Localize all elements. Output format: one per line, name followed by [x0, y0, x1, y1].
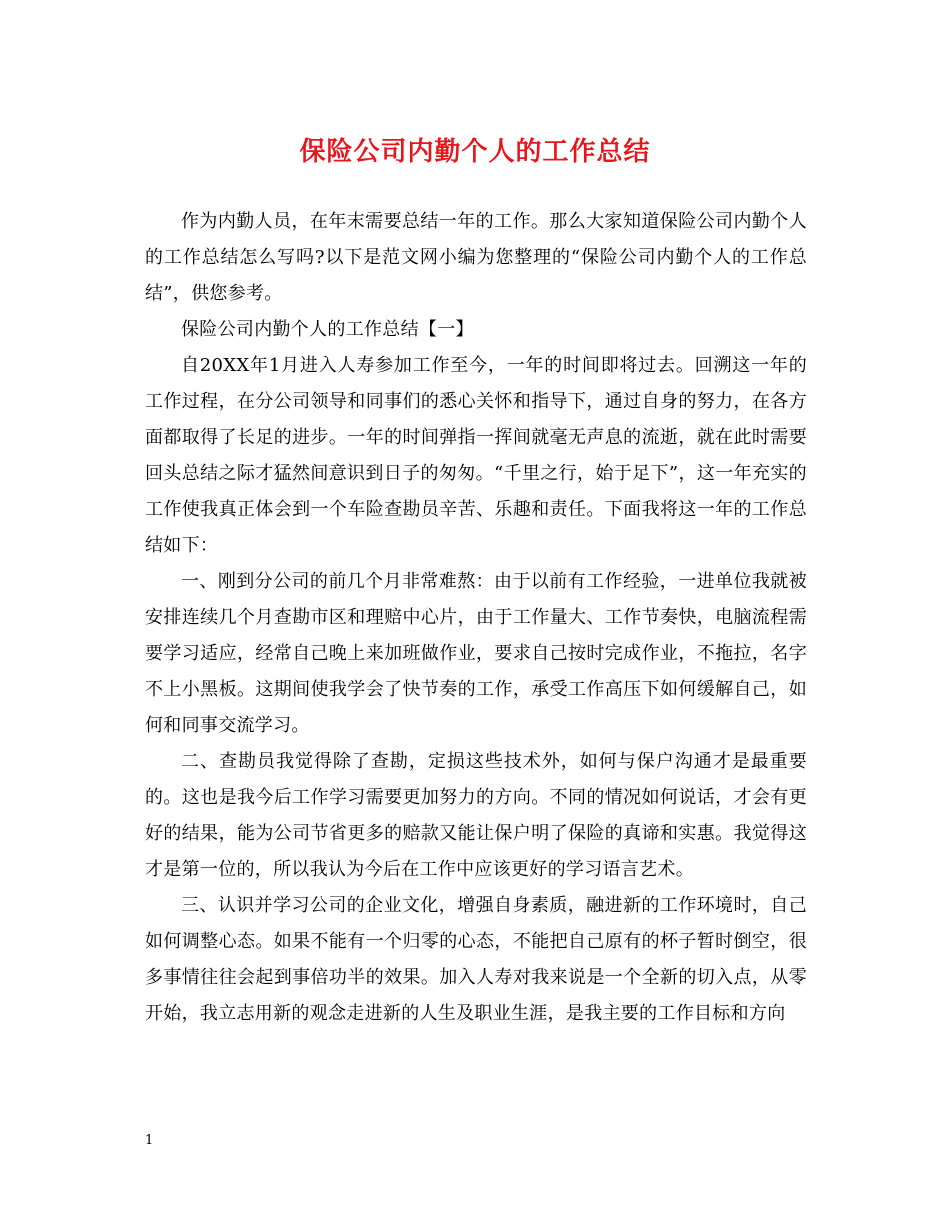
- body-paragraph: 一、刚到分公司的前几个月非常难熬：由于以前有工作经验，一进单位我就被安排连续几个月查勘市区和理赔中心片，由于工作量大、工作节奏快，电脑流程需要学习适应，经常自己晚上来加班做作业，要求自己按时完成作业，不拖拉，名字不上小黑板。这期间使我学会了快节奏的工作，承受工作高压下如何缓解自己，如何和同事交流学习。: [145, 571, 807, 736]
- body-paragraph: 自20XX年1月进入人寿参加工作至今，一年的时间即将过去。回溯这一年的工作过程，在分公司领导和同事们的悉心关怀和指导下，通过自身的努力，在各方面都取得了长足的进步。一年的时间弹指一挥间就毫无声息的流逝，就在此时需要回头总结之际才猛然间意识到日子的匆匆。“千里之行，始于足下”，这一年充实的工作使我真正体会到一个车险查勘员辛苦、乐趣和责任。下面我将这一年的工作总结如下：: [145, 355, 807, 556]
- intro-paragraph: 作为内勤人员，在年末需要总结一年的工作。那么大家知道保险公司内勤个人的工作总结怎么写吗?以下是范文网小编为您整理的“保险公司内勤个人的工作总结”，供您参考。: [145, 211, 807, 304]
- body-paragraph: 二、查勘员我觉得除了查勘，定损这些技术外，如何与保户沟通才是最重要的。这也是我今后工作学习需要更加努力的方向。不同的情况如何说话，才会有更好的结果，能为公司节省更多的赔款又能让保户明了保险的真谛和实惠。我觉得这才是第一位的，所以我认为今后在工作中应该更好的学习语言艺术。: [145, 751, 807, 880]
- document-title: 保险公司内勤个人的工作总结: [299, 137, 651, 167]
- page-number: 1: [145, 1133, 154, 1148]
- document-body: [145, 204, 807, 1032]
- section-heading: 保险公司内勤个人的工作总结【一】: [181, 319, 474, 340]
- body-paragraph: 三、认识并学习公司的企业文化，增强自身素质，融进新的工作环境时，自己如何调整心态。如果不能有一个归零的心态，不能把自己原有的杯子暂时倒空，很多事情往往会起到事倍功半的效果。加入人寿对我来说是一个全新的切入点，从零开始，我立志用新的观念走进新的人生及职业生涯，是我主要的工作目标和方向: [145, 895, 807, 1024]
